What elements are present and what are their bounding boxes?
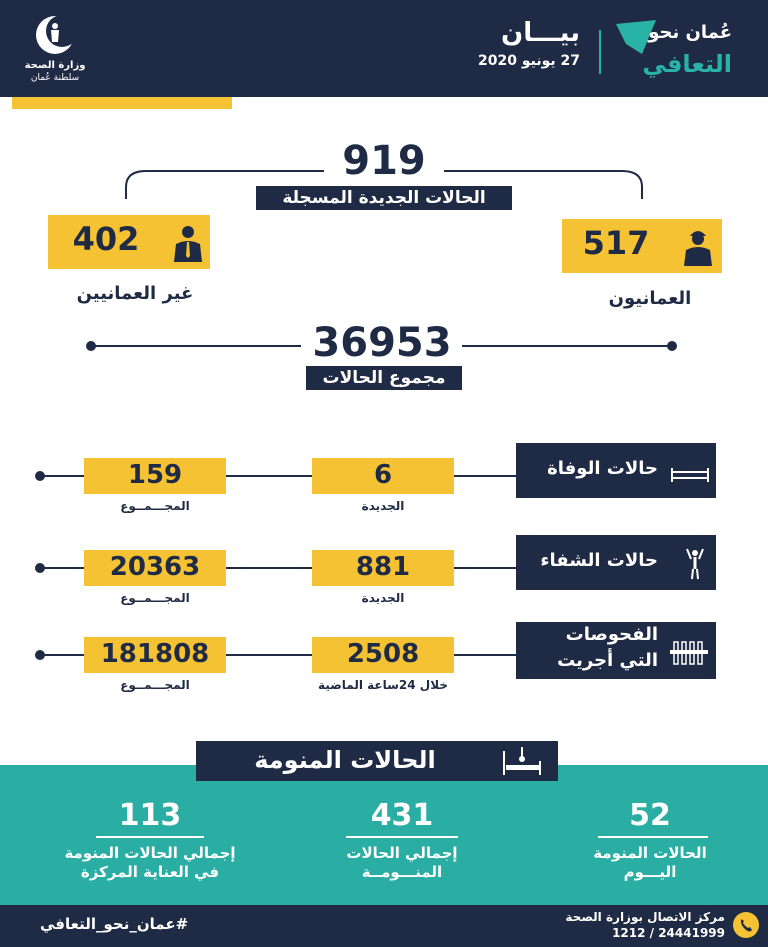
hospitalized-title: الحالات المنومة [254,746,436,774]
hospitalized-today-value: 52 [629,798,671,833]
deaths-new-value: 6 [373,460,393,490]
tests-total-value: 181808 [100,639,210,669]
statement-date: 27 يونيو 2020 [478,53,580,69]
total-line-right-dot [667,341,677,351]
campaign-logo-line1: عُمان نحو [648,22,732,43]
hospitalized-icu-label-line2: في العناية المركزة [80,863,220,881]
country-name: سلطنة عُمان [30,73,80,83]
total-cases-label: مجموع الحالات [306,366,462,390]
hospitalized-today-label-line2: اليـــوم [623,863,677,881]
omani-person-icon [680,226,716,266]
tests-title-line1: الفحوصات [565,624,658,645]
test-tubes-icon [668,638,710,666]
hospitalized-total-label-line1: إجمالي الحالات [346,844,458,862]
hospitalized-section [0,765,768,905]
recoveries-title: حالات الشفاء [540,550,658,571]
tests-new-value: 2508 [346,639,420,669]
non-omani-label: غير العمانيين [76,283,194,304]
accent-bar [12,97,232,109]
ministry-emblem-icon [34,14,76,56]
hospitalized-today-label-line1: الحالات المنومة [593,844,707,862]
deaths-total-value: 159 [127,460,183,490]
deaths-title: حالات الوفاة [547,458,658,479]
statement-title: بيـــان [501,18,580,48]
header-divider [599,30,601,74]
phone-icon [732,911,760,939]
hospitalized-icu-value: 113 [118,798,182,833]
recoveries-total-value: 20363 [109,552,201,582]
total-cases-value: 36953 [312,320,452,366]
hospitalized-total-underline [346,836,458,838]
hospitalized-total-value: 431 [370,798,434,833]
ministry-name: وزارة الصحة [24,60,86,71]
hospital-bed-icon [498,745,548,777]
tests-new-label: خلال 24ساعة الماضية [318,678,448,692]
new-cases-total: 919 [342,138,426,184]
recoveries-total-label: المجـــمــوع [120,591,190,605]
tests-total-label: المجـــمــوع [120,678,190,692]
contact-center-label: مركز الاتصال بوزارة الصحة [565,910,725,924]
new-cases-label: الحالات الجديدة المسجلة [256,186,512,210]
hospitalized-total-label-line2: المنـــومــة [361,863,443,881]
campaign-logo-line2: التعافي [642,50,732,78]
tests-title-line2: التي أجريت [557,650,658,671]
contact-numbers: 1212 / 24441999 [612,926,725,940]
total-line-left [91,345,301,347]
deaths-new-label: الجديدة [361,499,405,513]
omani-value: 517 [582,224,650,262]
hospitalized-icu-label-line1: إجمالي الحالات المنومة [64,844,236,862]
hospitalized-icu-underline [96,836,204,838]
recovered-person-icon [680,545,710,581]
non-omani-value: 402 [72,220,140,258]
hospitalized-today-underline [598,836,708,838]
non-omani-person-icon [170,222,206,262]
omani-label: العمانيون [608,288,692,309]
total-line-right [462,345,672,347]
bed-icon [670,462,710,484]
recoveries-new-value: 881 [355,552,411,582]
deaths-total-label: المجـــمــوع [120,499,190,513]
campaign-logo [612,14,732,86]
campaign-hashtag: #عمان_نحو_التعافي [40,915,189,933]
recoveries-new-label: الجديدة [361,591,405,605]
